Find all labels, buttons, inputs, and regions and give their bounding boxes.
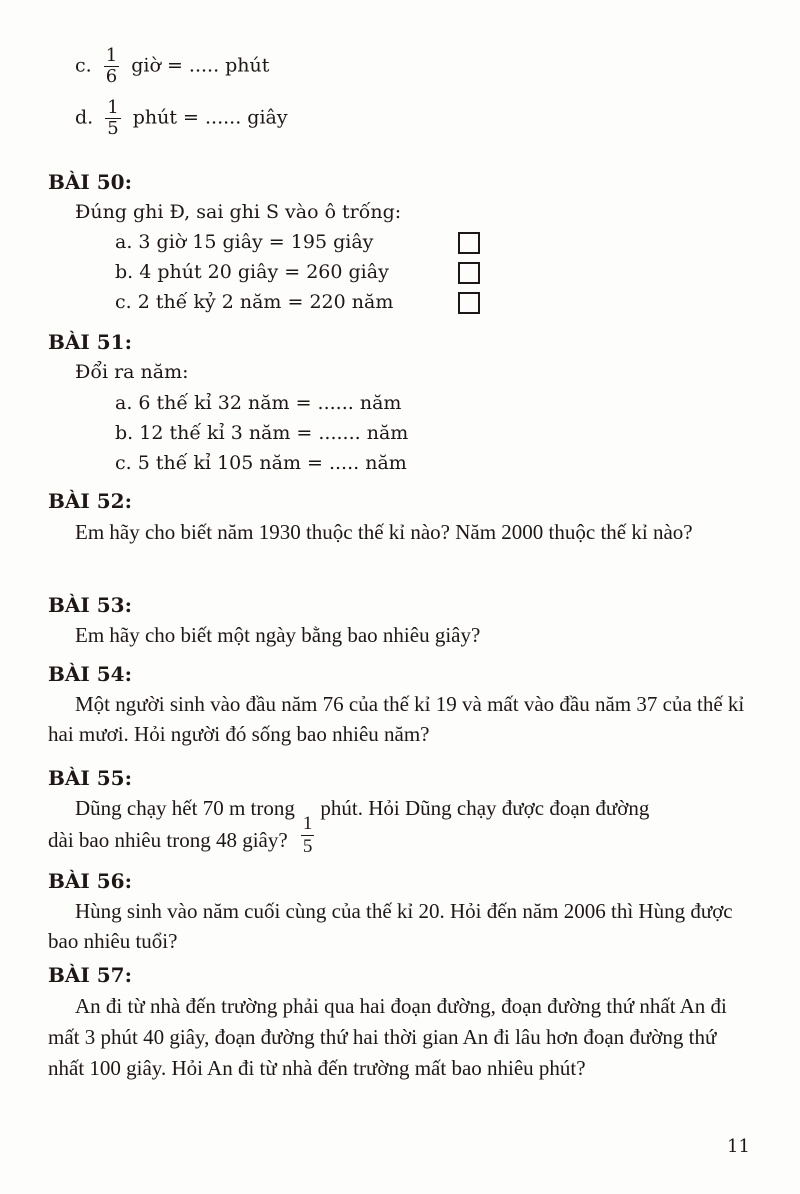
answer-box-c[interactable] — [458, 292, 480, 314]
exercise-50-title: BÀI 50: — [48, 170, 132, 194]
exercise-57-title: BÀI 57: — [48, 963, 132, 987]
page-number: 11 — [727, 1136, 750, 1157]
exercise-55-line2: dài bao nhiêu trong 48 giây? — [48, 828, 288, 852]
exercise-50-item-b: b. 4 phút 20 giây = 260 giây — [115, 261, 389, 283]
exercise-52-text: Em hãy cho biết năm 1930 thuộc thế kỉ nào? Năm 2000 thuộc thế kỉ nào? — [75, 520, 693, 544]
exercise-50-item-a: a. 3 giờ 15 giây = 195 giây — [115, 231, 374, 253]
exercise-54-text: Một người sinh vào đầu năm 76 của thế kỉ 19 và mất vào đầu năm 37 của thế kỉ hai mươi. Hỏi người đó sống bao nhiêu năm? — [48, 692, 745, 746]
answer-box-a[interactable] — [458, 232, 480, 254]
item-label: c. — [75, 54, 92, 77]
exercise-51-item-c: c. 5 thế kỉ 105 năm = ..... năm — [115, 452, 407, 474]
fraction: $\frac{1}{5}$ — [302, 813, 313, 857]
exercise-57-text: An đi từ nhà đến trường phải qua hai đoạn đường, đoạn đường thứ nhất An đi mất 3 phút 40 giây, đoạn đường thứ hai thời gian An đi lâu hơn đoạn đường thứ nhất 100 giây. Hỏi An đi từ nhà đến trường mất bao nhiêu phút? — [48, 994, 727, 1080]
answer-box-b[interactable] — [458, 262, 480, 284]
exercise-51-title: BÀI 51: — [48, 330, 132, 354]
exercise-52-title: BÀI 52: — [48, 489, 132, 513]
exercise-53-title: BÀI 53: — [48, 593, 132, 617]
exercise-56-title: BÀI 56: — [48, 869, 132, 893]
exercise-51-item-a: a. 6 thế kỉ 32 năm = ...... năm — [115, 392, 402, 414]
exercise-50-instruction: Đúng ghi Đ, sai ghi S vào ô trống: — [75, 201, 402, 223]
exercise-54-title: BÀI 54: — [48, 662, 132, 686]
item-text: phút = ...... giây — [132, 106, 288, 129]
exercise-53-text: Em hãy cho biết một ngày bằng bao nhiêu giây? — [75, 623, 481, 647]
item-d — [75, 98, 288, 139]
fraction: $\frac{1}{6}$ — [105, 45, 118, 87]
exercise-55-title: BÀI 55: — [48, 766, 132, 790]
item-label: d. — [75, 106, 94, 129]
fraction: $\frac{1}{5}$ — [107, 97, 119, 139]
item-c — [75, 46, 269, 87]
exercise-56-text: Hùng sinh vào năm cuối cùng của thế kỉ 20. Hỏi đến năm 2006 thì Hùng được bao nhiêu tuổi? — [48, 899, 733, 953]
exercise-55-line1: Dũng chạy hết 70 m trong $\frac{1}{5}$ phút. Hỏi Dũng chạy được đoạn đường — [75, 796, 650, 857]
exercise-51-item-b: b. 12 thế kỉ 3 năm = ....... năm — [115, 422, 409, 444]
exercise-50-item-c: c. 2 thế kỷ 2 năm = 220 năm — [115, 291, 394, 313]
item-text: giờ = ..... phút — [131, 54, 270, 77]
exercise-51-instruction: Đổi ra năm: — [75, 361, 189, 383]
